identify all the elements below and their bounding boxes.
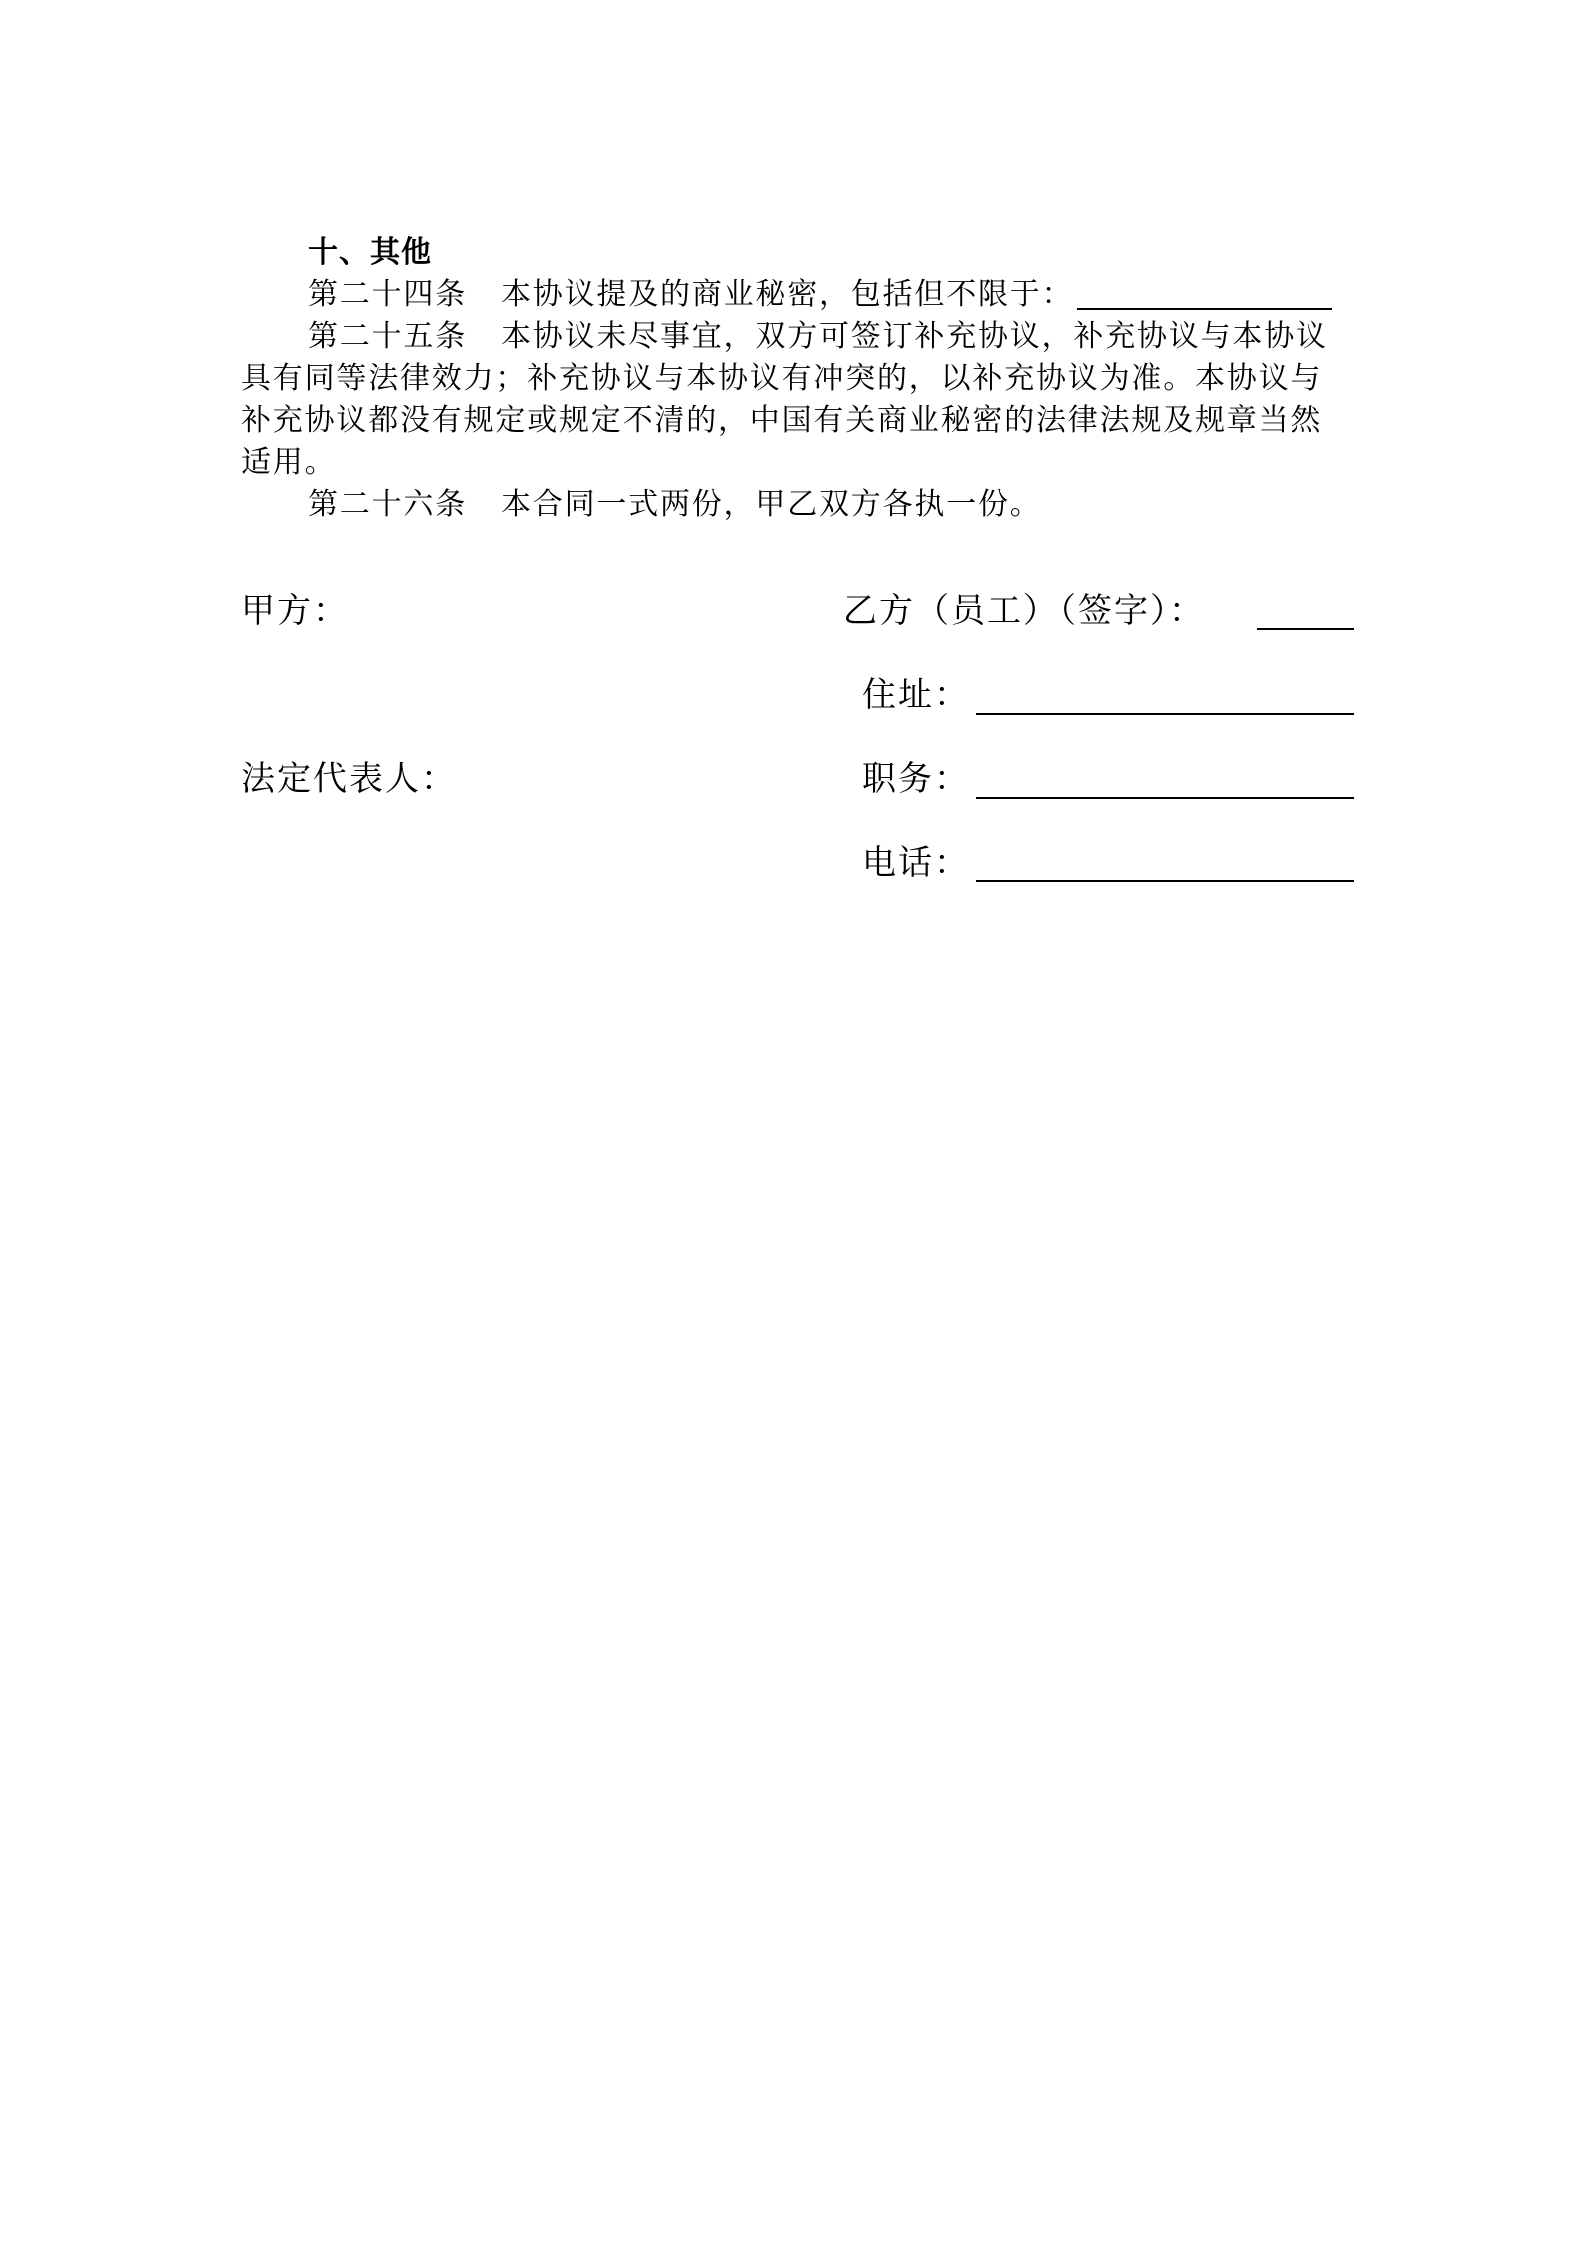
article-24-number: 第二十四条 [308,277,467,312]
article-25 [241,316,1351,484]
section-title: 十、其他 [308,235,432,270]
party-a-label: 甲方： [241,591,349,631]
article-24-text: 本协议提及的商业秘密，包括但不限于： [501,277,1074,312]
article-25-text: 本协议未尽事宜，双方可签订补充协议，补充协议与本协议具有同等法律效力；补充协议与本协议有冲突的，以补充协议为准。本协议与补充协议都没有规定或规定不清的，中国有关商业秘密的法律法规及规章当然适用。 [241,319,1328,480]
position-line[interactable] [976,797,1354,799]
address-label: 住址： [862,675,970,715]
article-25-number: 第二十五条 [308,319,467,354]
article-26-text: 本合同一式两份，甲乙双方各执一份。 [501,487,1042,522]
article-24 [241,274,1351,316]
phone-line[interactable] [976,880,1354,882]
agreement-body [241,232,1351,526]
phone-label: 电话： [862,843,970,883]
party-b-signature-label: 乙方（员工）（签字）： [843,591,1205,631]
position-label: 职务： [862,759,970,799]
legal-representative-label: 法定代表人： [241,759,457,799]
article-26-number: 第二十六条 [308,487,467,522]
trade-secret-blank-line[interactable] [1077,278,1332,310]
party-b-signature-line[interactable] [1257,628,1354,630]
address-line[interactable] [976,713,1354,715]
article-26 [241,484,1351,526]
